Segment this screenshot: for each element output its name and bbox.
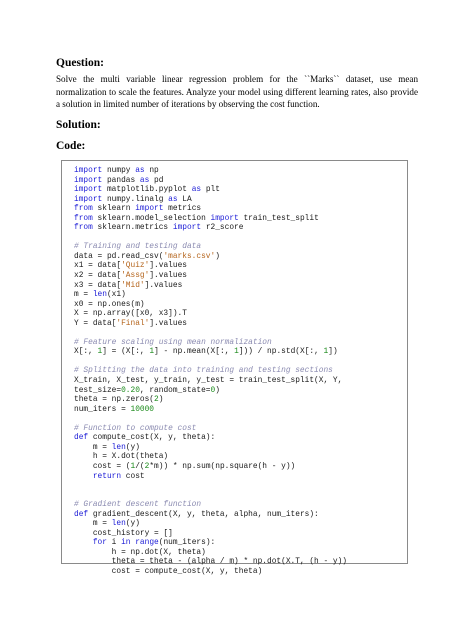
code-line: from sklearn import metrics: [74, 204, 202, 214]
code-line: cost_history = []: [74, 528, 173, 538]
code-line: theta = theta - (alpha / m) * np.dot(X.T, (h - y)): [74, 557, 348, 567]
code-line: h = X.dot(theta): [74, 452, 169, 462]
code-listing: [74, 166, 347, 577]
code-line: # Feature scaling using mean normalization: [74, 337, 272, 347]
code-line: X[:, 1] = (X[:, 1] - np.mean(X[:, 1])) / np.std(X[:, 1]): [74, 347, 338, 357]
question-heading: Question:: [56, 57, 104, 69]
code-line: x0 = np.ones(m): [74, 299, 145, 309]
code-line: [74, 481, 347, 491]
code-line: [74, 414, 347, 424]
solution-heading: Solution:: [56, 119, 101, 131]
question-line: normalization to scale the features. Analyze your model using different learning rates, also provide: [56, 86, 418, 97]
code-line: x3 = data['Mid'].values: [74, 280, 183, 290]
code-block: [61, 160, 408, 576]
code-line: [74, 491, 347, 501]
code-line: for i in range(num_iters):: [92, 538, 216, 548]
code-line: import pandas as pd: [74, 175, 164, 185]
code-line: m = len(x1): [74, 290, 126, 300]
code-line: theta = np.zeros(2): [74, 395, 164, 405]
question-line: Solve the multi variable linear regression problem for the ``Marks`` dataset, use mean: [56, 74, 418, 84]
code-line: x1 = data['Quiz'].values: [74, 261, 187, 271]
code-line: return cost: [92, 471, 145, 481]
code-line: from sklearn.metrics import r2_score: [74, 223, 244, 233]
code-line: import matplotlib.pyplot as plt: [74, 185, 220, 195]
code-line: import numpy as np: [74, 166, 159, 175]
code-line: x2 = data['Assg'].values: [74, 271, 187, 281]
code-line: # Splitting the data into training and testing sections: [74, 366, 333, 376]
code-line: Y = data['Final'].values: [74, 318, 187, 328]
code-line: [74, 357, 347, 367]
code-line: X_train, X_test, y_train, y_test = train_test_split(X, Y,: [74, 376, 343, 386]
code-line: test_size=0.20, random_state=0): [74, 385, 220, 395]
code-line: num_iters = 10000: [74, 404, 155, 414]
question-text: [56, 73, 418, 111]
code-line: from sklearn.model_selection import train_test_split: [74, 213, 319, 223]
code-line: cost = compute_cost(X, y, theta): [74, 566, 263, 576]
code-line: [74, 233, 347, 243]
code-line: # Training and testing data: [74, 242, 202, 252]
code-line: # Function to compute cost: [74, 423, 197, 433]
code-line: m = len(y): [74, 442, 140, 452]
code-line: [74, 328, 347, 338]
code-line: cost = (1/(2*m)) * np.sum(np.square(h - y)): [74, 461, 296, 471]
code-line: data = pd.read_csv('marks.csv'): [74, 251, 220, 261]
code-line: # Gradient descent function: [74, 500, 202, 510]
code-line: m = len(y): [74, 519, 140, 529]
code-line: def compute_cost(X, y, theta):: [74, 433, 216, 443]
question-line: a solution in limited number of iterations by observing the cost function.: [56, 99, 320, 110]
code-line: import numpy.linalg as LA: [74, 194, 192, 204]
code-heading: Code:: [56, 140, 86, 152]
code-line: def gradient_descent(X, y, theta, alpha, num_iters):: [74, 509, 319, 519]
code-line: h = np.dot(X, theta): [74, 547, 206, 557]
code-line: X = np.array([x0, x3]).T: [74, 309, 187, 319]
